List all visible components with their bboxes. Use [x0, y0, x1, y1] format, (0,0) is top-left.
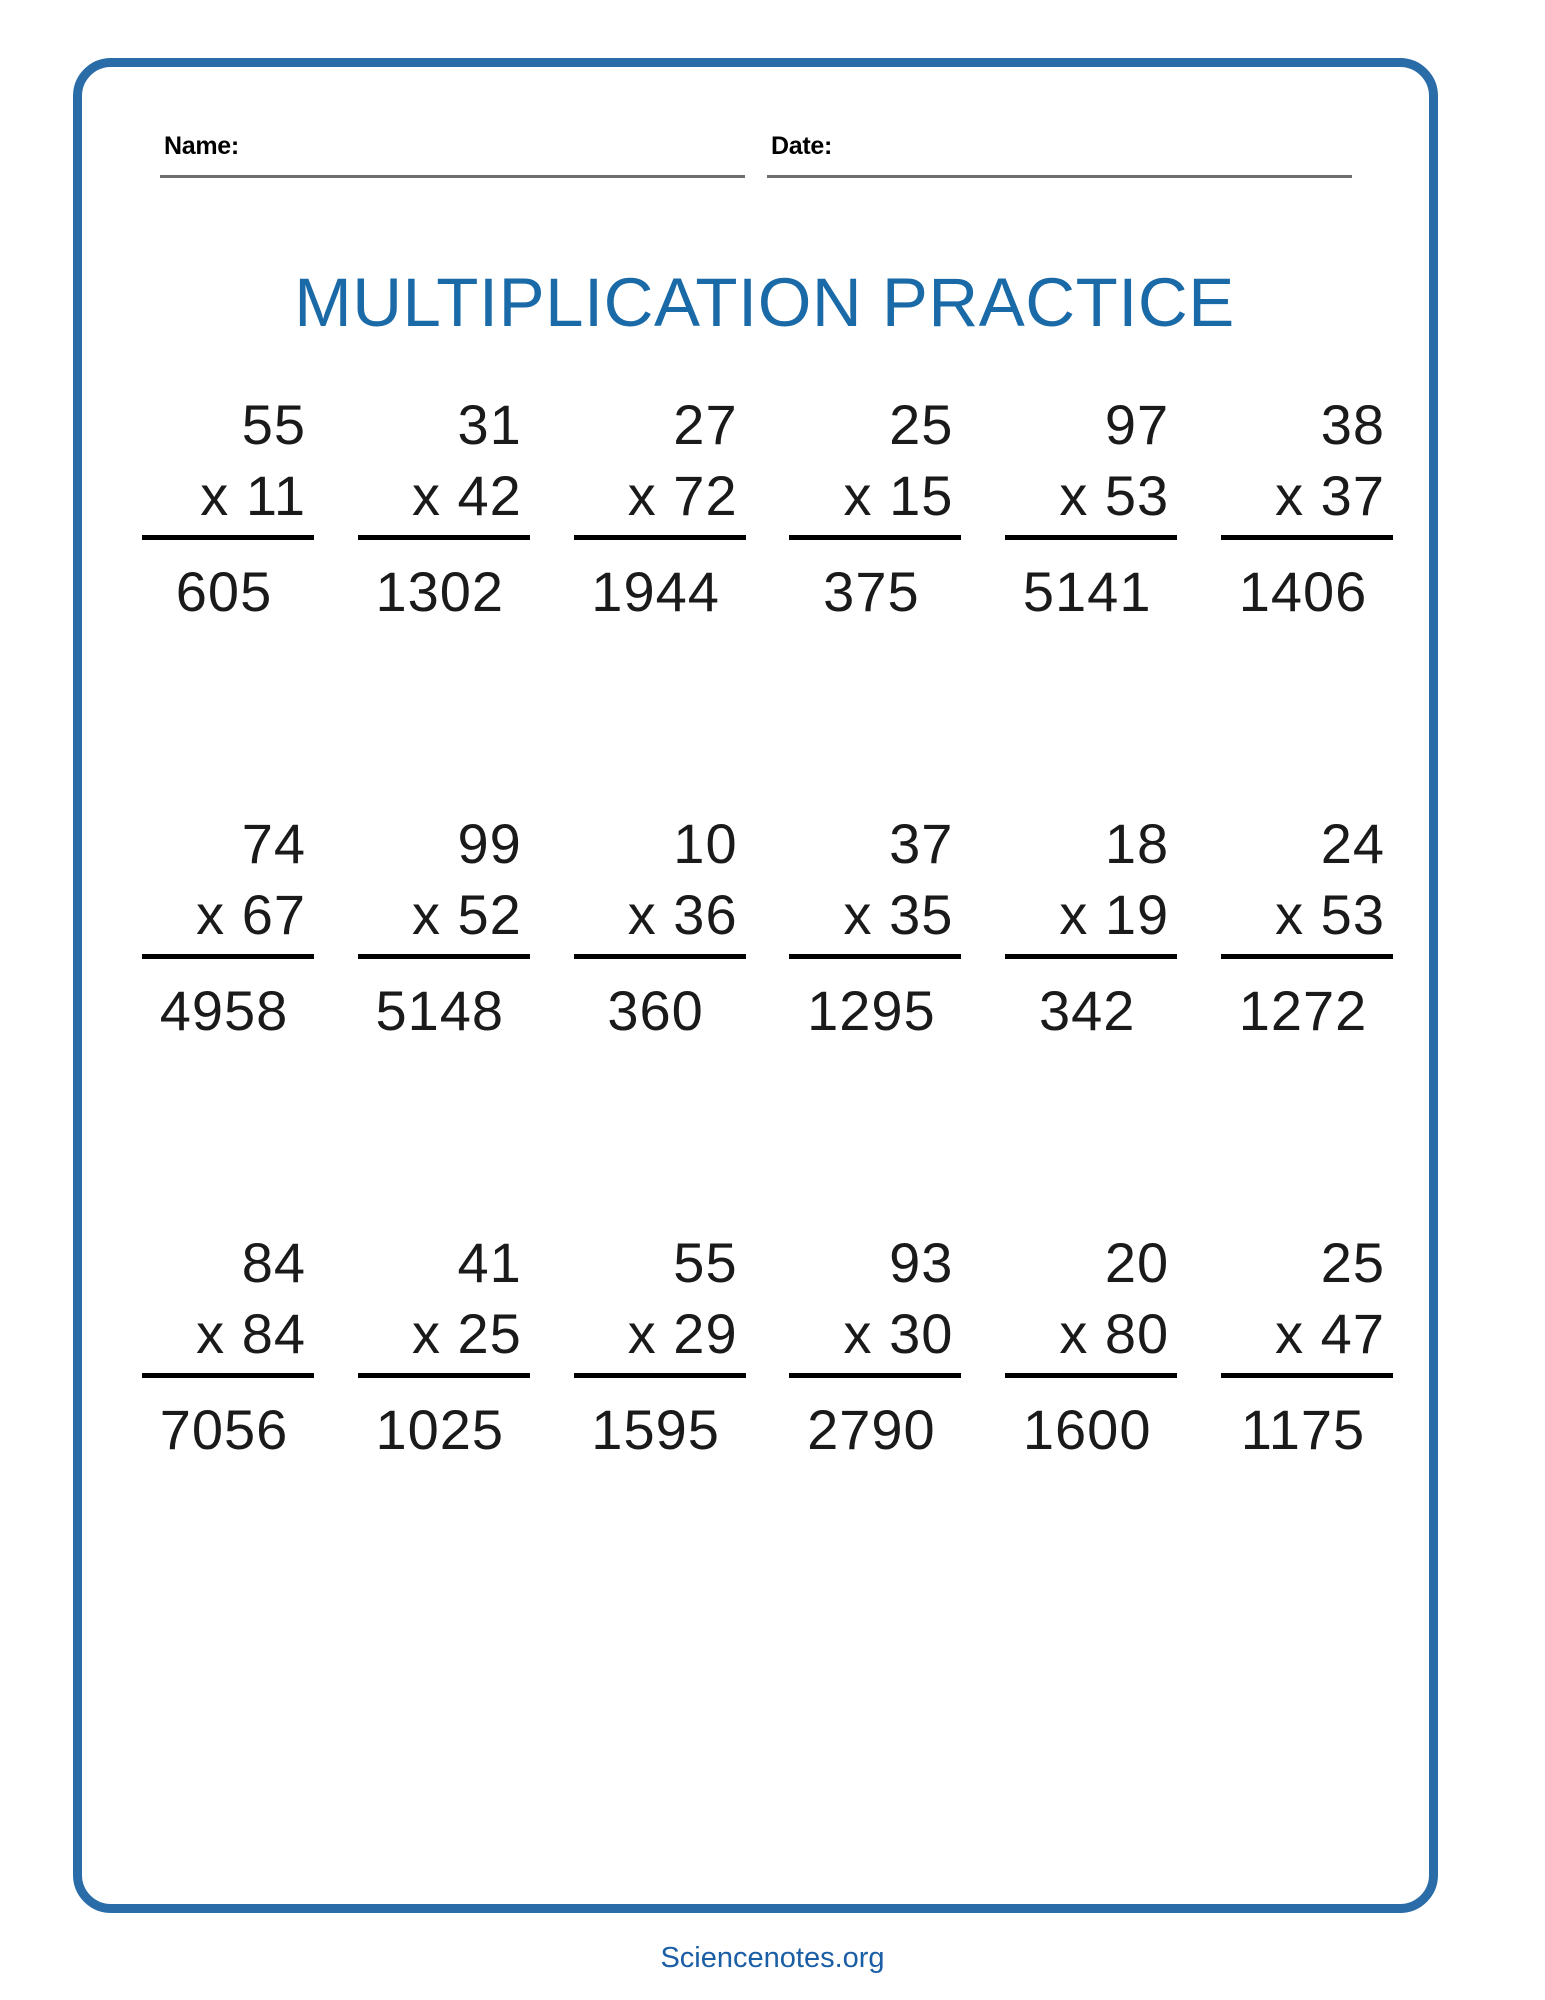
problem-rule: [1005, 1373, 1177, 1378]
product-answer: 7056: [159, 1398, 289, 1461]
problem-rule: [574, 1373, 746, 1378]
problem-rule: [1005, 535, 1177, 540]
product-answer: 1175: [1240, 1398, 1366, 1461]
product-answer: 1595: [591, 1398, 720, 1461]
product-answer: 1600: [1022, 1398, 1152, 1461]
multiplicand: 25: [889, 393, 954, 456]
multiplicand: 41: [457, 1231, 522, 1294]
multiplicand: 74: [241, 812, 306, 875]
problems-grid: [112, 393, 1417, 1461]
multiplier-line: x 25: [411, 1302, 522, 1365]
multiplier-line: x 30: [843, 1302, 954, 1365]
multiplier-line: x 29: [627, 1302, 738, 1365]
product-answer: 375: [823, 560, 920, 623]
worksheet-border-frame: [73, 58, 1438, 1913]
product-answer: 1272: [1238, 979, 1368, 1042]
problem-rule: [574, 954, 746, 959]
date-field-group: [767, 132, 1352, 178]
problem-rule: [789, 535, 961, 540]
problem-rule: [789, 1373, 961, 1378]
name-label: Name:: [164, 132, 239, 160]
multiplicand: 37: [889, 812, 954, 875]
product-answer: 1025: [375, 1398, 505, 1461]
product-answer: 605: [175, 560, 273, 623]
problem-rule: [1005, 954, 1177, 959]
date-label: Date:: [771, 132, 833, 160]
product-answer: 5141: [1022, 560, 1152, 623]
multiplicand: 38: [1320, 393, 1385, 456]
name-date-row: [160, 132, 1360, 178]
multiplicand: 97: [1104, 393, 1170, 456]
problem-item: [136, 812, 314, 1042]
problem-item: [999, 812, 1177, 1042]
multiplier-line: x 53: [1059, 464, 1170, 527]
problem-rule: [1221, 954, 1393, 959]
product-answer: 1406: [1238, 560, 1368, 623]
product-answer: 342: [1038, 979, 1136, 1042]
product-answer: 4958: [159, 979, 289, 1042]
multiplier-line: x 37: [1275, 464, 1385, 527]
page-title: MULTIPLICATION PRACTICE: [294, 264, 1235, 341]
multiplier-line: x 19: [1059, 883, 1170, 946]
multiplicand: 55: [241, 393, 306, 456]
footer-credit[interactable]: Sciencenotes.org: [660, 1942, 885, 1974]
problem-item: [1215, 1231, 1393, 1461]
problem-rule: [789, 954, 961, 959]
product-answer: 1302: [375, 560, 505, 623]
date-write-line[interactable]: [767, 175, 1352, 178]
problem-rule: [142, 1373, 314, 1378]
multiplicand: 27: [673, 393, 738, 456]
problem-item: [1215, 812, 1393, 1042]
problem-item: [568, 812, 746, 1042]
product-answer: 5148: [375, 979, 505, 1042]
multiplier-line: x 67: [196, 883, 306, 946]
multiplicand: 93: [889, 1231, 954, 1294]
multiplier-line: x 15: [843, 464, 954, 527]
problem-rule: [358, 954, 530, 959]
problem-rule: [358, 535, 530, 540]
multiplier-line: x 36: [627, 883, 738, 946]
multiplicand: 55: [673, 1231, 738, 1294]
problem-rule: [574, 535, 746, 540]
problem-item: [352, 1231, 530, 1461]
name-field-group: [160, 132, 745, 178]
product-answer: 360: [607, 979, 704, 1042]
multiplicand: 31: [457, 393, 522, 456]
problem-row: [112, 1231, 1417, 1461]
multiplier-line: x 42: [411, 464, 522, 527]
multiplier-line: x 47: [1275, 1302, 1385, 1365]
problem-rule: [358, 1373, 530, 1378]
multiplier-line: x 84: [196, 1302, 306, 1365]
product-answer: 1944: [591, 560, 720, 623]
problem-item: [783, 812, 961, 1042]
multiplicand: 20: [1104, 1231, 1170, 1294]
problem-item: [999, 1231, 1177, 1461]
multiplier-line: x 53: [1275, 883, 1385, 946]
problem-item: [352, 812, 530, 1042]
problem-item: [568, 393, 746, 623]
problem-rule: [1221, 1373, 1393, 1378]
multiplier-line: x 72: [627, 464, 738, 527]
problem-item: [783, 393, 961, 623]
multiplier-line: x 35: [843, 883, 954, 946]
problem-item: [783, 1231, 961, 1461]
problem-item: [568, 1231, 746, 1461]
multiplicand: 10: [673, 812, 738, 875]
multiplier-line: x 52: [411, 883, 522, 946]
problem-row: [112, 812, 1417, 1042]
multiplicand: 99: [457, 812, 522, 875]
problem-item: [1215, 393, 1393, 623]
product-answer: 2790: [807, 1398, 936, 1461]
multiplicand: 24: [1320, 812, 1385, 875]
problem-rule: [142, 954, 314, 959]
problem-item: [999, 393, 1177, 623]
problem-rule: [1221, 535, 1393, 540]
multiplier-line: x 11: [200, 464, 306, 527]
problem-item: [136, 1231, 314, 1461]
problem-item: [352, 393, 530, 623]
multiplicand: 25: [1320, 1231, 1385, 1294]
multiplicand: 18: [1104, 812, 1170, 875]
problem-rule: [142, 535, 314, 540]
problem-item: [136, 393, 314, 623]
product-answer: 1295: [807, 979, 936, 1042]
name-write-line[interactable]: [160, 175, 745, 178]
multiplier-line: x 80: [1059, 1302, 1170, 1365]
multiplicand: 84: [241, 1231, 306, 1294]
problem-row: [112, 393, 1417, 623]
